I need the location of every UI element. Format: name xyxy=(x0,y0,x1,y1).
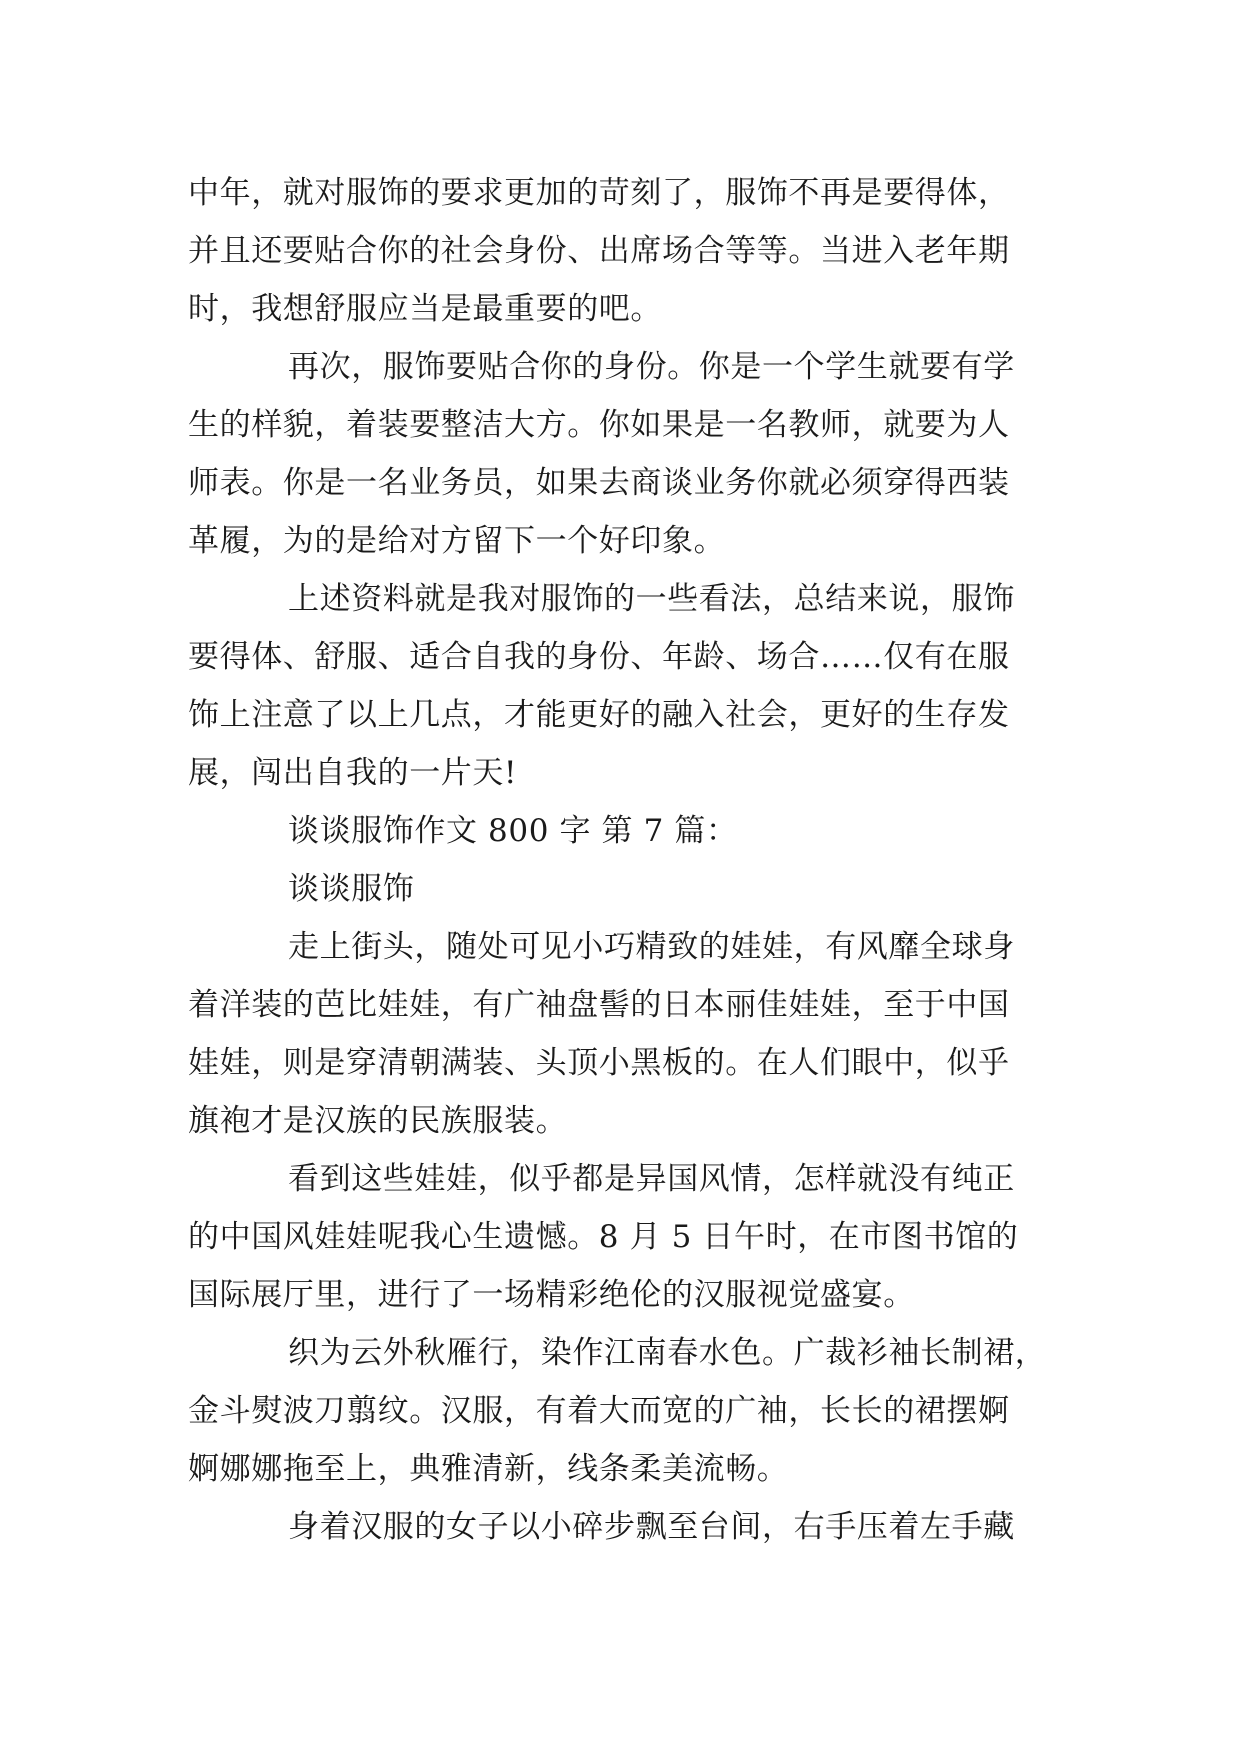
text-line: 看到这些娃娃，似乎都是异国风情，怎样就没有纯正 xyxy=(288,1161,1015,1197)
text-line: 并且还要贴合你的社会身份、出席场合等等。当进入老年期 xyxy=(188,233,1010,269)
text-line: 中年，就对服饰的要求更加的苛刻了，服饰不再是要得体， xyxy=(188,175,1010,211)
text-line: 饰上注意了以上几点，才能更好的融入社会，更好的生存发 xyxy=(188,697,1010,733)
text-line: 娃娃，则是穿清朝满装、头顶小黑板的。在人们眼中，似乎 xyxy=(188,1045,1010,1081)
text-line: 走上街头，随处可见小巧精致的娃娃，有风靡全球身 xyxy=(288,929,1015,965)
text-line: 师表。你是一名业务员，如果去商谈业务你就必须穿得西装 xyxy=(188,465,1010,501)
text-line: 身着汉服的女子以小碎步飘至台间，右手压着左手藏 xyxy=(288,1509,1015,1545)
text-line: 革履，为的是给对方留下一个好印象。 xyxy=(188,523,726,559)
text-line: 要得体、舒服、适合自我的身份、年龄、场合……仅有在服 xyxy=(188,639,1010,675)
text-line: 展，闯出自我的一片天! xyxy=(188,755,518,791)
text-line: 着洋装的芭比娃娃，有广袖盘髻的日本丽佳娃娃，至于中国 xyxy=(188,987,1010,1023)
text-line: 婀娜娜拖至上，典雅清新，线条柔美流畅。 xyxy=(188,1451,789,1487)
essay-title: 谈谈服饰 xyxy=(288,871,415,907)
text-line: 的中国风娃娃呢我心生遗憾。8 月 5 日午时，在市图书馆的 xyxy=(188,1219,1019,1255)
section-heading: 谈谈服饰作文 800 字 第 7 篇： xyxy=(288,813,738,849)
text-line: 金斗熨波刀翦纹。汉服，有着大而宽的广袖，长长的裙摆婀 xyxy=(188,1393,1010,1429)
text-line: 时，我想舒服应当是最重要的吧。 xyxy=(188,291,662,327)
text-line: 再次，服饰要贴合你的身份。你是一个学生就要有学 xyxy=(288,349,1015,385)
text-line: 上述资料就是我对服饰的一些看法，总结来说，服饰 xyxy=(288,581,1015,617)
text-line: 旗袍才是汉族的民族服装。 xyxy=(188,1103,568,1139)
text-line: 织为云外秋雁行，染作江南春水色。广裁衫袖长制裙， xyxy=(288,1335,1047,1371)
document-body xyxy=(188,164,1058,1556)
text-line: 生的样貌，着装要整洁大方。你如果是一名教师，就要为人 xyxy=(188,407,1010,443)
text-line: 国际展厅里，进行了一场精彩绝伦的汉服视觉盛宴。 xyxy=(188,1277,915,1313)
